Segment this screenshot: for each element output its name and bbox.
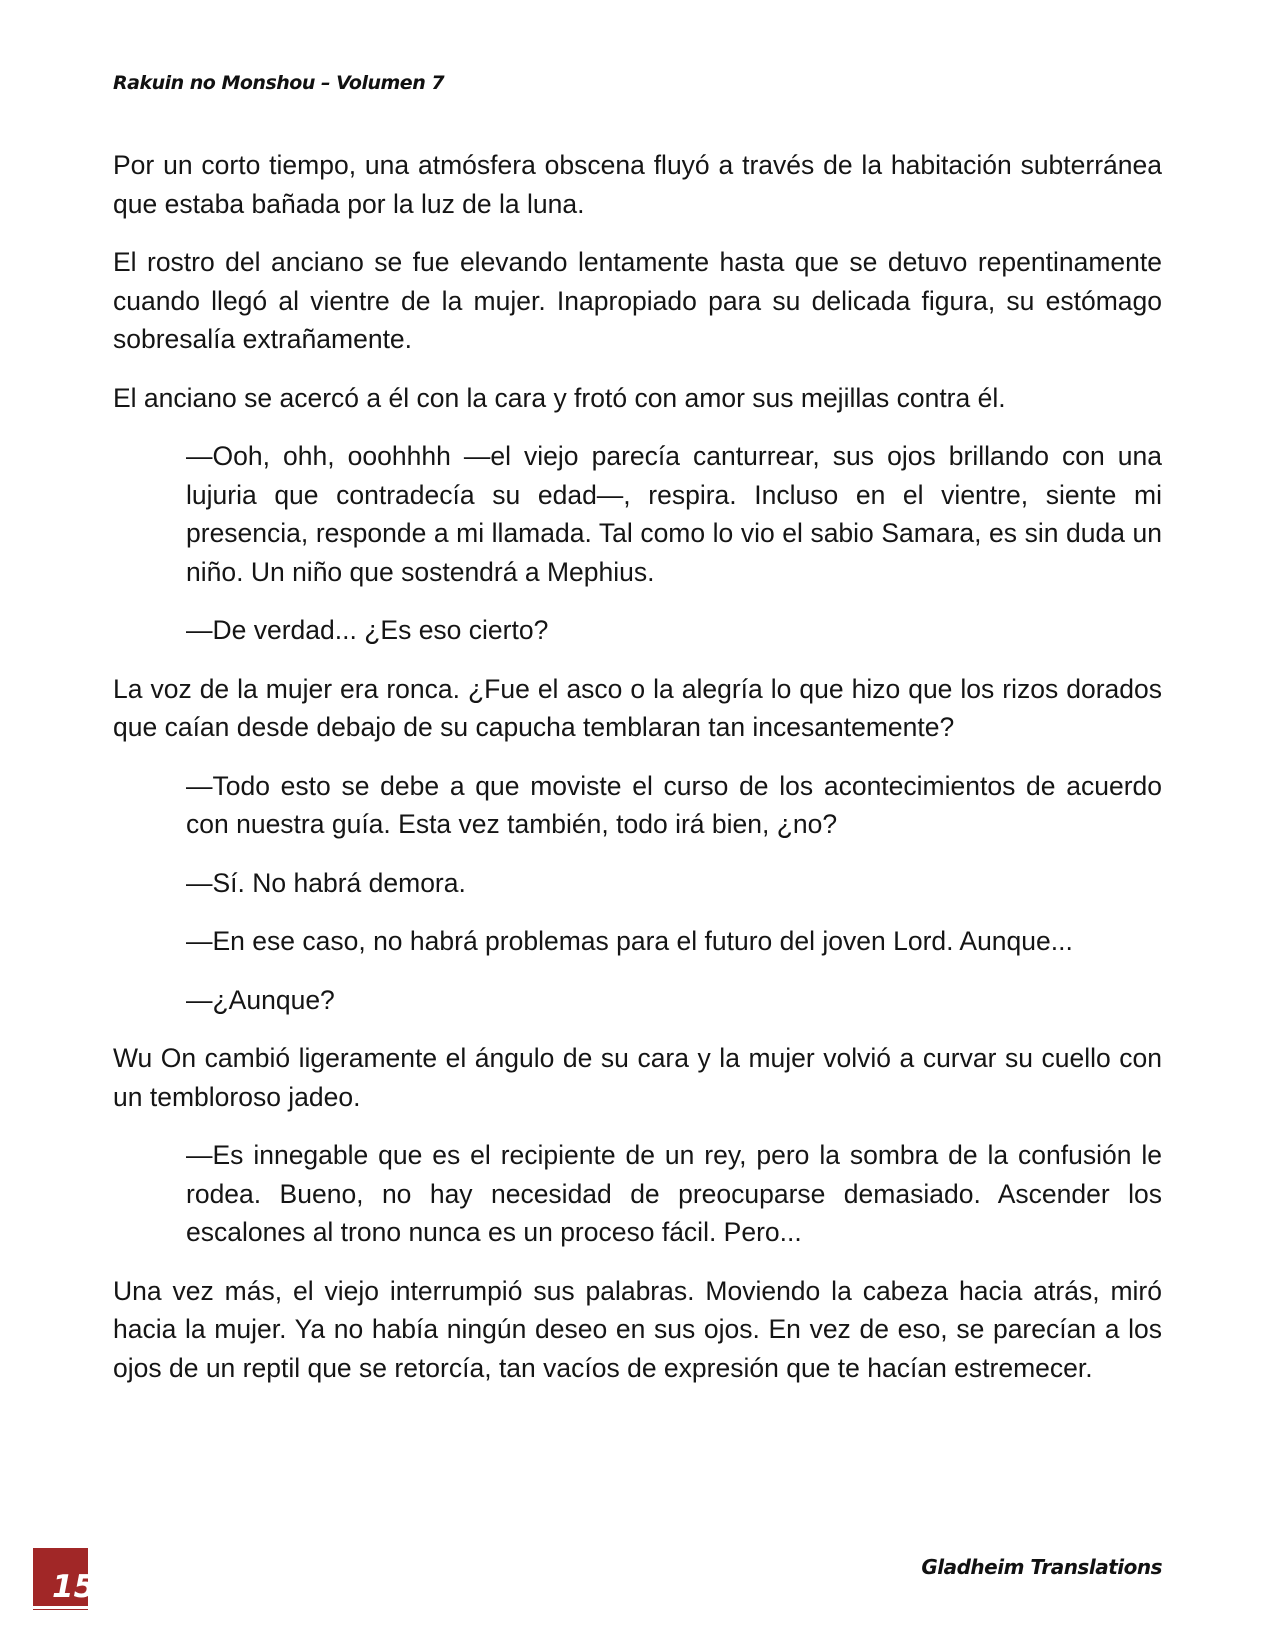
dialogue-paragraph: —Todo esto se debe a que moviste el curso de los acontecimientos de acuerdo con nuestra guía. Esta vez también, todo irá bien, ¿no? [186, 770, 1162, 839]
narration-paragraph: Wu On cambió ligeramente el ángulo de su cara y la mujer volvió a curvar su cuello con un tembloroso jadeo. [113, 1043, 1162, 1112]
dialogue-paragraph: —Sí. No habrá demora. [186, 867, 466, 898]
narration-paragraph: Por un corto tiempo, una atmósfera obscena fluyó a través de la habitación subterránea que estaba bañada por la luz de la luna. [113, 150, 1162, 219]
dialogue-paragraph: —En ese caso, no habrá problemas para el futuro del joven Lord. Aunque... [186, 926, 1073, 956]
narration-paragraph: El rostro del anciano se fue elevando lentamente hasta que se detuvo repentinamente cuando llegó al vientre de la mujer. Inapropiado para su delicada figura, su estómago sobresalía extrañamente. [113, 247, 1162, 354]
dialogue-paragraph: —Es innegable que es el recipiente de un rey, pero la sombra de la confusión le rodea. Bueno, no hay necesidad de preocuparse demasiado. Ascender los escalones al trono nunca es un proceso fácil. Pero... [186, 1140, 1162, 1247]
body-text [113, 146, 1162, 1387]
dialogue-paragraph: —¿Aunque? [186, 984, 335, 1015]
page-number-underline [33, 1606, 88, 1609]
narration-paragraph: Una vez más, el viejo interrumpió sus palabras. Moviendo la cabeza hacia atrás, miró hacia la mujer. Ya no había ningún deseo en sus ojos. En vez de eso, se parecían a los ojos de un reptil que se retorcía, tan vacíos de expresión que te hacían estremecer. [113, 1275, 1162, 1383]
footer-credit: Gladheim Translations [921, 1555, 1162, 1579]
running-header-title: Rakuin no Monshou – Volumen 7 [113, 72, 445, 94]
dialogue-paragraph: —Ooh, ohh, ooohhhh —el viejo parecía canturrear, sus ojos brillando con una lujuria que contradecía su edad—, respira. Incluso en el vientre, siente mi presencia, responde a mi llamada. Tal como lo vio el sabio Samara, es sin duda un niño. Un niño que sostendrá a Mephius. [186, 441, 1162, 587]
narration-paragraph: El anciano se acercó a él con la cara y frotó con amor sus mejillas contra él. [113, 382, 1006, 413]
narration-paragraph: La voz de la mujer era ronca. ¿Fue el asco o la alegría lo que hizo que los rizos dorados que caían desde debajo de su capucha temblaran tan incesantemente? [113, 673, 1162, 742]
page-number: 15 [52, 1569, 96, 1605]
dialogue-paragraph: —De verdad... ¿Es eso cierto? [186, 615, 549, 645]
